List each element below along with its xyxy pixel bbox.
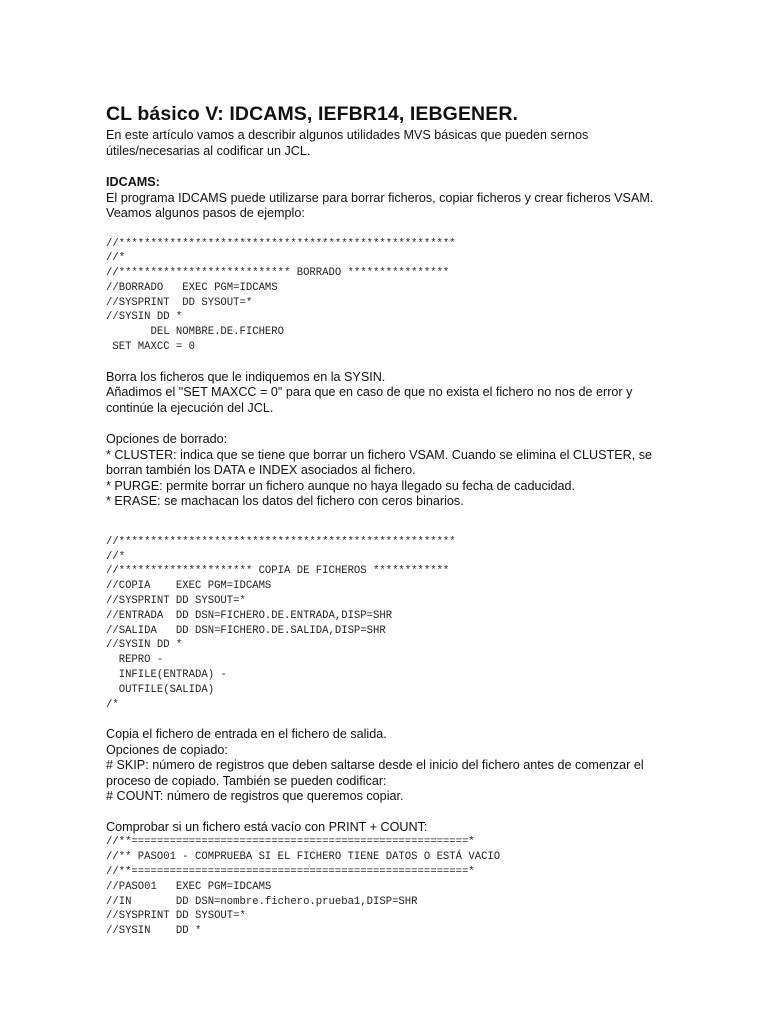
document-page <box>106 100 746 939</box>
intro-paragraph: En este artículo vamos a describir algunos utilidades MVS básicas que pueden sernos útiles/necesarias al codificar un JCL. <box>106 128 589 158</box>
copia-paragraph: Copia el fichero de entrada en el fichero de salida. Opciones de copiado: # SKIP: número de registros que deben saltarse desde el inicio del fichero antes de comenzar el proceso de copiado. También se pueden codificar: # COUNT: número de registros que queremos copiar. <box>106 727 644 804</box>
code-block-comprobar: //**=====================================================* //** PASO01 - COMPRUEBA SI EL FICHERO TIENE DATOS O ESTÁ VACIO //**=====================================================* //PASO01 EXEC PGM=IDCAMS //IN DD DSN=nombre.fichero.prueba1,DISP=SHR //SYSPRINT DD SYSOUT=* //SYSIN DD * <box>106 836 501 938</box>
code-block-borrado: //***************************************************** //* //*************************** BORRADO **************** //BORRADO EXEC PGM=IDCAMS //SYSPRINT DD SYSOUT=* //SYSIN DD * DEL NOMBRE.DE.FICHERO SET MAXCC = 0 <box>106 237 456 354</box>
comprobar-paragraph: Comprobar si un fichero está vacío con PRINT + COUNT: <box>106 819 428 834</box>
code-block-copia: //***************************************************** //* //********************* COPIA DE FICHEROS ************ //COPIA EXEC PGM=IDCAMS //SYSPRINT DD SYSOUT=* //ENTRADA DD DSN=FICHERO.DE.ENTRADA,DISP=SHR //SALIDA DD DSN=FICHERO.DE.SALIDA,DISP=SHR //SYSIN DD * REPRO - INFILE(ENTRADA) - OUTFILE(SALIDA) /* <box>106 535 456 711</box>
page-title: CL básico V: IDCAMS, IEFBR14, IEBGENER. <box>106 103 519 125</box>
idcams-heading <box>106 175 746 191</box>
idcams-heading-text: IDCAMS: <box>106 175 160 189</box>
idcams-paragraph: El programa IDCAMS puede utilizarse para borrar ficheros, copiar ficheros y crear ficheros VSAM. Veamos algunos pasos de ejemplo: <box>106 190 654 220</box>
opciones-borrado-paragraph: Opciones de borrado: * CLUSTER: indica que se tiene que borrar un fichero VSAM. Cuando se elimina el CLUSTER, se borran también los DATA e INDEX asociados al fichero. * PURGE: permite borrar un fichero aunque no haya llegado su fecha de caducidad. * ERASE: se machacan los datos del fichero con ceros binarios. <box>106 432 652 509</box>
borrado-paragraph: Borra los ficheros que le indiquemos en la SYSIN. Añadimos el "SET MAXCC = 0" para que en caso de que no exista el fichero no nos de error y continúe la ejecución del JCL. <box>106 369 633 415</box>
